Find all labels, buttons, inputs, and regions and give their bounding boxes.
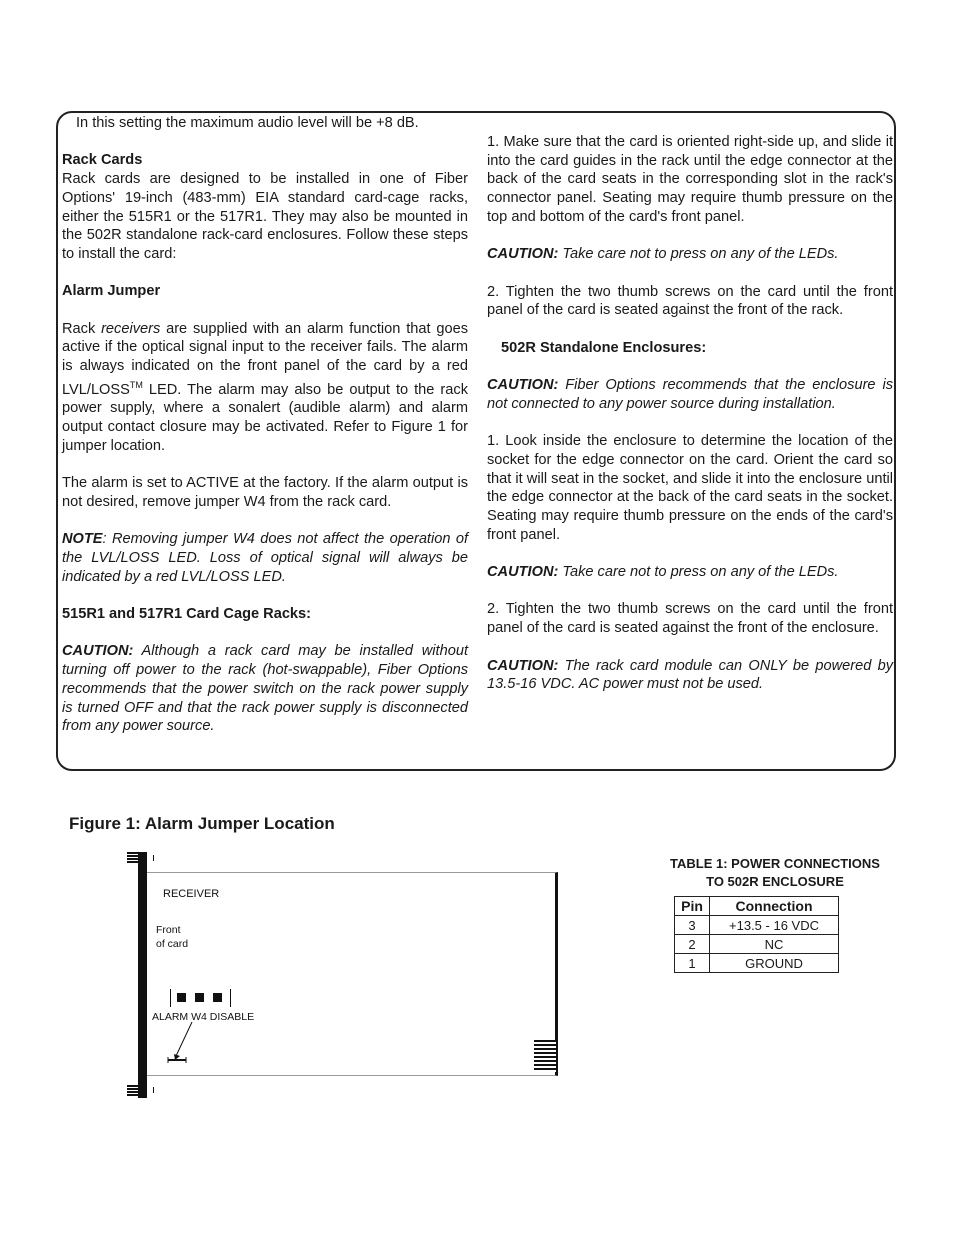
table-row — [675, 916, 839, 935]
jumper-pointer-icon — [160, 1020, 200, 1065]
jumper-bracket-left — [170, 989, 171, 1007]
receiver-label: RECEIVER — [163, 888, 220, 900]
of-card-label: of card — [156, 938, 189, 950]
right-column — [487, 133, 893, 713]
connection-cell: +13.5 - 16 VDC — [710, 916, 839, 935]
bottom-tick — [153, 1087, 154, 1093]
rack-cards-heading: Rack Cards — [62, 152, 143, 169]
racks-heading: 515R1 and 517R1 Card Cage Racks: — [62, 606, 312, 623]
pin-cell: 3 — [675, 916, 710, 935]
power-caution: CAUTION: The rack card module can ONLY be powered by 13.5-16 VDC. AC power must not be used. — [487, 657, 893, 693]
jumper-pin-1 — [177, 993, 186, 1002]
enclosure-caution-leds: CAUTION: Take care not to press on any of the LEDs. — [487, 564, 839, 581]
alarm-paragraph-1: Rack receivers are supplied with an alarm function that goes active if the optical signal input to the receiver fails. The alarm is always indicated on the front panel of the card by a red LVL/LOSS™ LED. The alarm may also be output to the rack power supply, where a sonalert (audible alarm) and alarm output contact closure may be activated. Refer to Figure 1 for jumper location. — [62, 320, 468, 454]
enclosure-caution: CAUTION: Fiber Options recommends that the enclosure is not connected to any power source during installation. — [487, 377, 893, 412]
rack-caution-leds: CAUTION: Take care not to press on any of the LEDs. — [487, 246, 839, 263]
enclosure-step-1: 1. Look inside the enclosure to determine the location of the socket for the edge connector on the card. Orient the card so that it will seat in the socket, and slide it into the enclosure until the edge connector at the back of the card seats in the socket. Seating may require thumb pressure on the ends of the card's front panel. — [487, 433, 893, 543]
pin-header: Pin — [675, 897, 710, 916]
card-outline — [140, 872, 558, 1076]
left-column — [62, 114, 468, 755]
table-header-row — [675, 897, 839, 916]
edge-connector-icon — [534, 1040, 556, 1072]
table-row — [675, 954, 839, 973]
note-paragraph: NOTE: Removing jumper W4 does not affect the operation of the LVL/LOSS LED. Loss of optical signal will always be indicated by a red LVL/LOSS LED. — [62, 531, 468, 585]
racks-caution: CAUTION: Although a rack card may be installed without turning off power to the rack (hot-swappable), Fiber Options recommends that the power switch on the rack power supply is turned OFF and that the rack power supply is disconnected from any power source. — [62, 643, 468, 735]
alarm-jumper-heading: Alarm Jumper — [62, 283, 161, 300]
rack-step-2: 2. Tighten the two thumb screws on the card until the front panel of the card is seated against the front of the rack. — [487, 283, 893, 319]
bottom-thumb-screw-icon — [127, 1085, 138, 1097]
connection-header: Connection — [710, 897, 839, 916]
jumper-pin-2 — [195, 993, 204, 1002]
alarm-paragraph-2: The alarm is set to ACTIVE at the factory. If the alarm output is not desired, remove jumper W4 from the rack card. — [62, 475, 468, 510]
figure-title: Figure 1: Alarm Jumper Location — [69, 814, 335, 833]
intro-text: In this setting the maximum audio level will be +8 dB. — [76, 115, 419, 131]
top-thumb-screw-icon — [127, 852, 138, 864]
front-panel-bar — [138, 852, 147, 1098]
rack-step-1: 1. Make sure that the card is oriented right-side up, and slide it into the card guides in the rack until the edge connector at the back of the card seats in the corresponding slot in the rack's connector panel. Seating may require thumb pressure on the top and bottom of the card's front panel. — [487, 134, 893, 225]
connection-cell: NC — [710, 935, 839, 954]
connection-cell: GROUND — [710, 954, 839, 973]
top-tick — [153, 855, 154, 861]
front-label: Front — [156, 924, 181, 936]
pin-cell: 2 — [675, 935, 710, 954]
table-row — [675, 935, 839, 954]
enclosure-heading: 502R Standalone Enclosures: — [501, 339, 707, 356]
jumper-label: ALARM W4 DISABLE — [152, 1011, 255, 1023]
table-title: TABLE 1: POWER CONNECTIONS TO 502R ENCLOSURE — [670, 856, 880, 889]
enclosure-step-2: 2. Tighten the two thumb screws on the card until the front panel of the card is seated against the front of the enclosure. — [487, 601, 893, 637]
rack-cards-text: Rack cards are designed to be installed in one of Fiber Options' 19-inch (483-mm) EIA standard card-cage racks, either the 515R1 or the 517R1. They may also be mounted in the 502R standalone rack-card enclosures. Follow these steps to install the card: — [62, 171, 468, 262]
jumper-bracket-right — [230, 989, 231, 1007]
jumper-pin-3 — [213, 993, 222, 1002]
power-connections-table — [674, 896, 839, 973]
pin-cell: 1 — [675, 954, 710, 973]
